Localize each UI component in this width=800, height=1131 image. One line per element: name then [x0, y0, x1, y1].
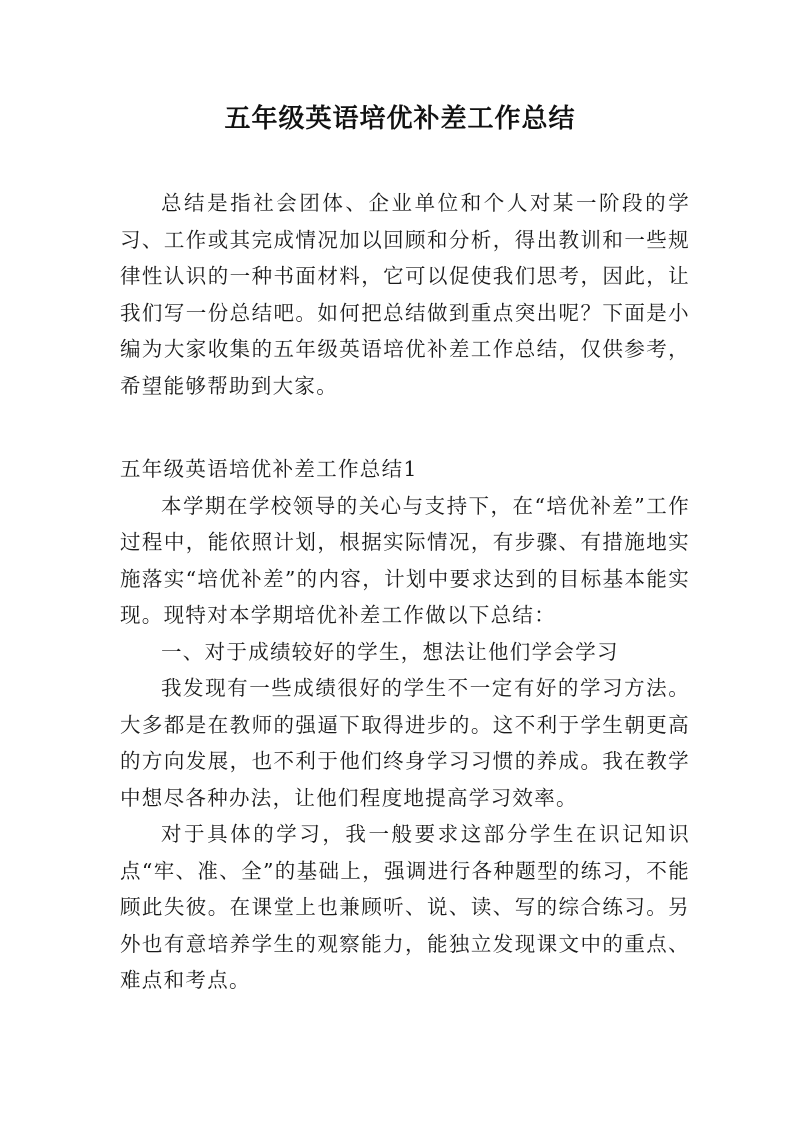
intro-paragraph: 总结是指社会团体、企业单位和个人对某一阶段的学习、工作或其完成情况加以回顾和分析，得出教训和一些规律性认识的一种书面材料，它可以促使我们思考，因此，让我们写一份总结吧。如何把总结做到重点突出呢？下面是小编为大家收集的五年级英语培优补差工作总结，仅供参考，希望能够帮助到大家。	[120, 191, 690, 398]
section-title: 五年级英语培优补差工作总结1	[120, 457, 418, 481]
section-block	[120, 451, 690, 999]
subheading-paragraph: 一、对于成绩较好的学生，想法让他们学会学习	[161, 639, 619, 664]
document-title: 五年级英语培优补差工作总结	[224, 104, 576, 134]
body-paragraph: 我发现有一些成绩很好的学生不一定有好的学习方法。大多都是在教师的强逼下取得进步的。这不利于学生朝更高的方向发展，也不利于他们终身学习习惯的养成。我在教学中想尽各种办法，让他们程度地提高学习效率。	[120, 676, 690, 810]
body-paragraph: 对于具体的学习，我一般要求这部分学生在识记知识点“牢、准、全”的基础上，强调进行各种题型的练习，不能顾此失彼。在课堂上也兼顾听、说、读、写的综合练习。另外也有意培养学生的观察能力，能独立发现课文中的重点、难点和考点。	[120, 822, 690, 992]
body-paragraph: 本学期在学校领导的关心与支持下，在“培优补差”工作过程中，能依照计划，根据实际情况，有步骤、有措施地实施落实“培优补差”的内容，计划中要求达到的目标基本能实现。现特对本学期培优补差工作做以下总结：	[120, 493, 690, 627]
intro-block	[120, 185, 690, 404]
